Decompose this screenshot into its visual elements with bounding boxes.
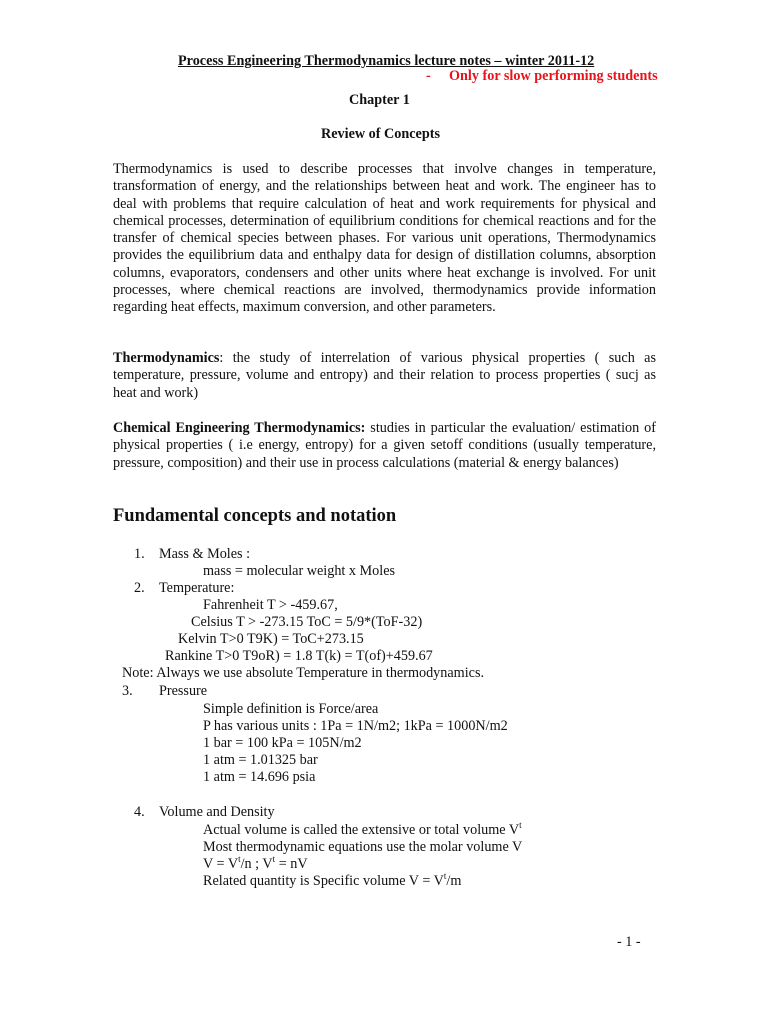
list-item-line: Simple definition is Force/area xyxy=(203,701,379,717)
list-item-number: 3. xyxy=(122,683,133,699)
list-item-line: Celsius T > -273.15 ToC = 5/9*(ToF-32) xyxy=(191,614,423,630)
list-item-line: Fahrenheit T > -459.67, xyxy=(203,597,338,613)
list-item-line: P has various units : 1Pa = 1N/m2; 1kPa = 1000N/m2 xyxy=(203,718,508,734)
list-item-line: 1 bar = 100 kPa = 105N/m2 xyxy=(203,735,362,751)
definition-text: : the study of interrelation of various physical properties ( such as temperature, pressure, volume and entropy) and their relation to process properties ( sucj as heat and work) xyxy=(113,350,656,401)
list-item-line: $V = V^t/n$ ; $V^t$ = nV xyxy=(203,854,308,872)
definition-term: Chemical Engineering Thermodynamics: xyxy=(113,420,366,436)
list-item-line: Kelvin T>0 T9K) = ToC+273.15 xyxy=(178,631,364,647)
list-item-number: 2. xyxy=(134,580,145,596)
list-item-line: mass = molecular weight x Moles xyxy=(203,563,396,579)
page-number: - 1 - xyxy=(617,934,641,950)
list-item-number: 1. xyxy=(134,546,145,562)
definition-chem-eng-thermodynamics xyxy=(113,420,656,472)
definition-thermodynamics xyxy=(113,350,656,402)
list-item-line: Most thermodynamic equations use the molar volume V xyxy=(203,839,523,855)
list-item-number: 4. xyxy=(134,804,145,820)
list-item-title: Pressure xyxy=(159,683,208,699)
list-item-line: Rankine T>0 T9oR) = 1.8 T(k) = T(of)+459.67 xyxy=(165,648,433,664)
list-item-title: Mass & Moles : xyxy=(159,546,251,562)
note-line: Note: Always we use absolute Temperature in thermodynamics. xyxy=(122,665,485,681)
list-item-line: Actual volume is called the extensive or total volume $V^t$ xyxy=(203,820,522,838)
list-item-line: 1 atm = 14.696 psia xyxy=(203,769,316,785)
list-item-title: Temperature: xyxy=(159,580,235,596)
list-item-line: Related quantity is Specific volume $V = V^t/m$ xyxy=(203,871,462,889)
chapter-title: Chapter 1 xyxy=(349,92,410,108)
section-title: Review of Concepts xyxy=(321,126,440,142)
definition-term: Thermodynamics xyxy=(113,350,220,366)
list-item-line: 1 atm = 1.01325 bar xyxy=(203,752,318,768)
header-note: Only for slow performing students xyxy=(449,68,658,84)
intro-paragraph: Thermodynamics is used to describe processes that involve changes in temperature, transformation of energy, and the relationships between heat and work. The engineer has to deal with problems that require calculation of heat and work requirements for physical and chemical processes, determination of equilibrium conditions for chemical reactions and for the transfer of chemical species between phases. For various unit operations, Thermodynamics provides the equilibrium data and enthalpy data for design of distillation columns, absorption columns, evaporators, condensers and other units where heat exchange is involved. For unit processes, where chemical reactions are involved, thermodynamics provide information regarding heat effects, maximum conversion, and other parameters. xyxy=(113,161,656,316)
definition-text: studies in particular the evaluation/ estimation of physical properties ( i.e energy, entropy) for a given setoff conditions (usually temperature, pressure, composition) and their use in process calculations (material & energy balances) xyxy=(113,420,657,471)
header-title: Process Engineering Thermodynamics lecture notes – winter 2011-12 xyxy=(178,53,595,69)
list-item-title: Volume and Density xyxy=(159,804,275,820)
header-note-dash: - xyxy=(426,68,431,84)
fundamentals-heading: Fundamental concepts and notation xyxy=(113,506,397,526)
